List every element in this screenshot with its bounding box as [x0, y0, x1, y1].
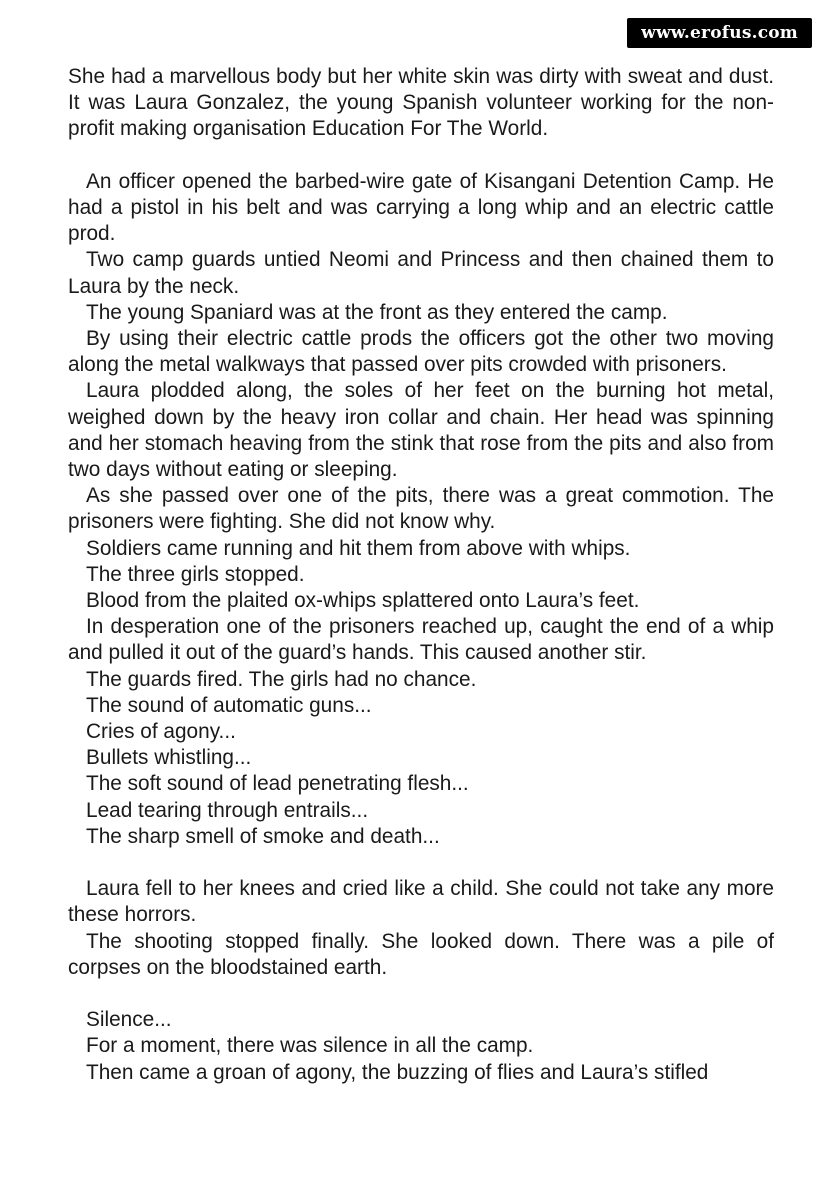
paragraph-gap: [68, 981, 774, 1007]
paragraph: Soldiers came running and hit them from above with whips.: [86, 536, 631, 560]
paragraph: In desperation one of the prisoners reached up, caught the end of a whip and pulled it out of the guard’s hands. This caused another stir.: [68, 615, 774, 665]
paragraph: The sharp smell of smoke and death...: [86, 824, 440, 848]
paragraph: By using their electric cattle prods the officers got the other two moving along the metal walkways that passed over pits crowded with prisoners.: [68, 327, 774, 377]
paragraph: Then came a groan of agony, the buzzing of flies and Laura’s stifled: [86, 1060, 709, 1084]
paragraph: The shooting stopped finally. She looked down. There was a pile of corpses on the bloodstained earth.: [68, 929, 774, 979]
paragraph: The guards fired. The girls had no chance.: [86, 667, 477, 691]
paragraph: Bullets whistling...: [86, 746, 252, 770]
paragraph-gap: [68, 850, 774, 876]
story-page: [68, 64, 774, 1086]
paragraph: Silence...: [86, 1008, 172, 1032]
paragraph: For a moment, there was silence in all the camp.: [86, 1034, 534, 1058]
paragraph: The soft sound of lead penetrating flesh...: [86, 772, 469, 796]
paragraph: Cries of agony...: [86, 720, 236, 744]
paragraph: She had a marvellous body but her white skin was dirty with sweat and dust. It was Laura Gonzalez, the young Spanish volunteer working for the non-profit making organisation Education For The World.: [68, 65, 774, 141]
paragraph: An officer opened the barbed-wire gate of Kisangani Detention Camp. He had a pistol in his belt and was carrying a long whip and an electric cattle prod.: [68, 169, 774, 246]
paragraph: The three girls stopped.: [86, 562, 305, 586]
paragraph: The young Spaniard was at the front as they entered the camp.: [86, 300, 668, 324]
paragraph: Laura fell to her knees and cried like a child. She could not take any more these horrors.: [68, 877, 774, 927]
paragraph: Two camp guards untied Neomi and Princess and then chained them to Laura by the neck.: [68, 248, 774, 298]
paragraph: Blood from the plaited ox-whips splattered onto Laura’s feet.: [86, 589, 640, 613]
paragraph: The sound of automatic guns...: [86, 693, 372, 717]
paragraph: Lead tearing through entrails...: [86, 798, 369, 822]
watermark-logo: www.erofus.com: [627, 18, 812, 48]
paragraph: As she passed over one of the pits, there was a great commotion. The prisoners were fighting. She did not know why.: [68, 484, 774, 534]
paragraph-gap: [68, 143, 774, 169]
paragraph: Laura plodded along, the soles of her feet on the burning hot metal, weighed down by the heavy iron collar and chain. Her head was spinning and her stomach heaving from the stink that rose from the pits and also from two days without eating or sleeping.: [68, 379, 774, 482]
